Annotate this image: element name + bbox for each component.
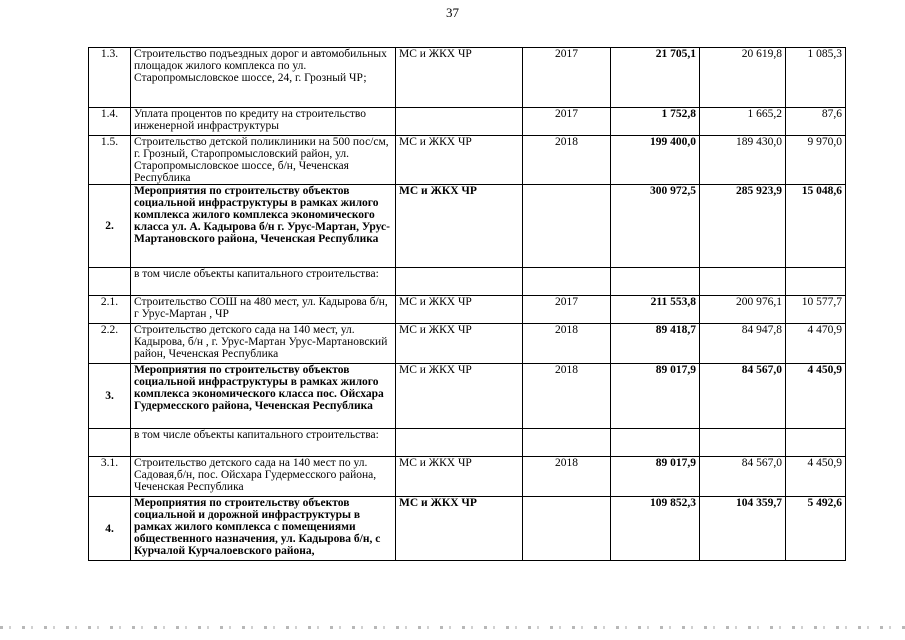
row-regional-value: 9 970,0 [786,136,846,185]
table-row [89,497,846,561]
row-executor: МС и ЖКХ ЧР [396,136,523,185]
row-year [523,268,611,296]
row-total [611,268,700,296]
row-number [89,268,131,296]
row-federal-value: 285 923,9 [700,185,786,268]
row-total: 199 400,0 [611,136,700,185]
row-regional-value [786,268,846,296]
row-total: 1 752,8 [611,108,700,136]
row-number: 2. [89,185,131,268]
row-year: 2018 [523,324,611,364]
row-number: 3. [89,364,131,429]
row-number: 3.1. [89,457,131,497]
scan-noise [0,626,905,629]
row-regional-value [786,429,846,457]
row-regional-value: 4 470,9 [786,324,846,364]
row-total: 211 553,8 [611,296,700,324]
row-name: Мероприятия по строительству объектов социальной инфраструктуры в рамках жилого комплекса экономического класса пос. Ойсхара Гудермесского района, Чеченская Республика [131,364,396,429]
row-total: 109 852,3 [611,497,700,561]
row-regional-value: 87,6 [786,108,846,136]
row-name: Строительство детского сада на 140 мест, ул. Кадырова, б/н , г. Урус-Мартан Урус-Мартановский район, Чеченская Республика [131,324,396,364]
row-federal-value: 1 665,2 [700,108,786,136]
row-executor: МС и ЖКХ ЧР [396,457,523,497]
row-name: в том числе объекты капитального строительства: [131,268,396,296]
row-federal-value: 200 976,1 [700,296,786,324]
row-name: Строительство детского сада на 140 мест по ул. Садовая,б/н, пос. Ойсхара Гудермесского района, Чеченская Республика [131,457,396,497]
table-row [89,185,846,268]
row-year: 2017 [523,108,611,136]
table-row [89,429,846,457]
row-year [523,429,611,457]
table-row [89,324,846,364]
table-row [89,108,846,136]
row-total: 300 972,5 [611,185,700,268]
row-federal-value: 20 619,8 [700,48,786,108]
row-federal-value: 84 567,0 [700,364,786,429]
row-federal-value: 189 430,0 [700,136,786,185]
row-number: 1.4. [89,108,131,136]
row-regional-value: 10 577,7 [786,296,846,324]
row-regional-value: 4 450,9 [786,457,846,497]
row-number: 1.3. [89,48,131,108]
row-federal-value: 84 567,0 [700,457,786,497]
row-executor: МС и ЖКХ ЧР [396,497,523,561]
table-row [89,364,846,429]
row-executor: МС и ЖКХ ЧР [396,296,523,324]
row-year: 2018 [523,364,611,429]
row-name: Строительство подъездных дорог и автомобильных площадок жилого комплекса по ул. Старопромысловское шоссе, 24, г. Грозный ЧР; [131,48,396,108]
row-year: 2017 [523,296,611,324]
row-total: 89 017,9 [611,457,700,497]
row-name: Строительство детской поликлиники на 500 пос/см, г. Грозный, Старопромысловский район, ул. Старопромысловское шоссе, б/н, Чеченская Республика [131,136,396,185]
row-total: 21 705,1 [611,48,700,108]
row-executor: МС и ЖКХ ЧР [396,185,523,268]
page-number: 37 [446,5,459,20]
row-name: Мероприятия по строительству объектов социальной инфраструктуры в рамках жилого комплекса жилого комплекса экономического класса ул. А. Кадырова б/н г. Урус-Мартан, Урус-Мартановского района, Чеченская Республика [131,185,396,268]
row-regional-value: 4 450,9 [786,364,846,429]
row-year [523,185,611,268]
row-name: Мероприятия по строительству объектов социальной и дорожной инфраструктуры в рамках жилого комплекса с помещениями общественного назначения, ул. Кадырова б/н, с Курчалой Курчалоевского района, [131,497,396,561]
row-regional-value: 15 048,6 [786,185,846,268]
row-regional-value: 5 492,6 [786,497,846,561]
row-regional-value: 1 085,3 [786,48,846,108]
row-name: Уплата процентов по кредиту на строительство инженерной инфраструктуры [131,108,396,136]
row-federal-value: 104 359,7 [700,497,786,561]
table-row [89,136,846,185]
row-total: 89 418,7 [611,324,700,364]
table-row [89,457,846,497]
row-executor [396,108,523,136]
row-year: 2018 [523,457,611,497]
row-number [89,429,131,457]
row-number: 1.5. [89,136,131,185]
row-federal-value: 84 947,8 [700,324,786,364]
row-year: 2017 [523,48,611,108]
row-total [611,429,700,457]
row-year: 2018 [523,136,611,185]
budget-table [88,47,846,561]
row-number: 2.1. [89,296,131,324]
table-row [89,48,846,108]
row-total: 89 017,9 [611,364,700,429]
row-executor [396,268,523,296]
row-number: 4. [89,497,131,561]
row-name: Строительство СОШ на 480 мест, ул. Кадырова б/н, г Урус-Мартан , ЧР [131,296,396,324]
row-year [523,497,611,561]
row-executor: МС и ЖКХ ЧР [396,324,523,364]
row-name: в том числе объекты капитального строительства: [131,429,396,457]
row-federal-value [700,268,786,296]
row-executor: МС и ЖКХ ЧР [396,364,523,429]
row-executor: МС и ЖКХ ЧР [396,48,523,108]
table-row [89,296,846,324]
row-number: 2.2. [89,324,131,364]
row-federal-value [700,429,786,457]
table-row [89,268,846,296]
row-executor [396,429,523,457]
